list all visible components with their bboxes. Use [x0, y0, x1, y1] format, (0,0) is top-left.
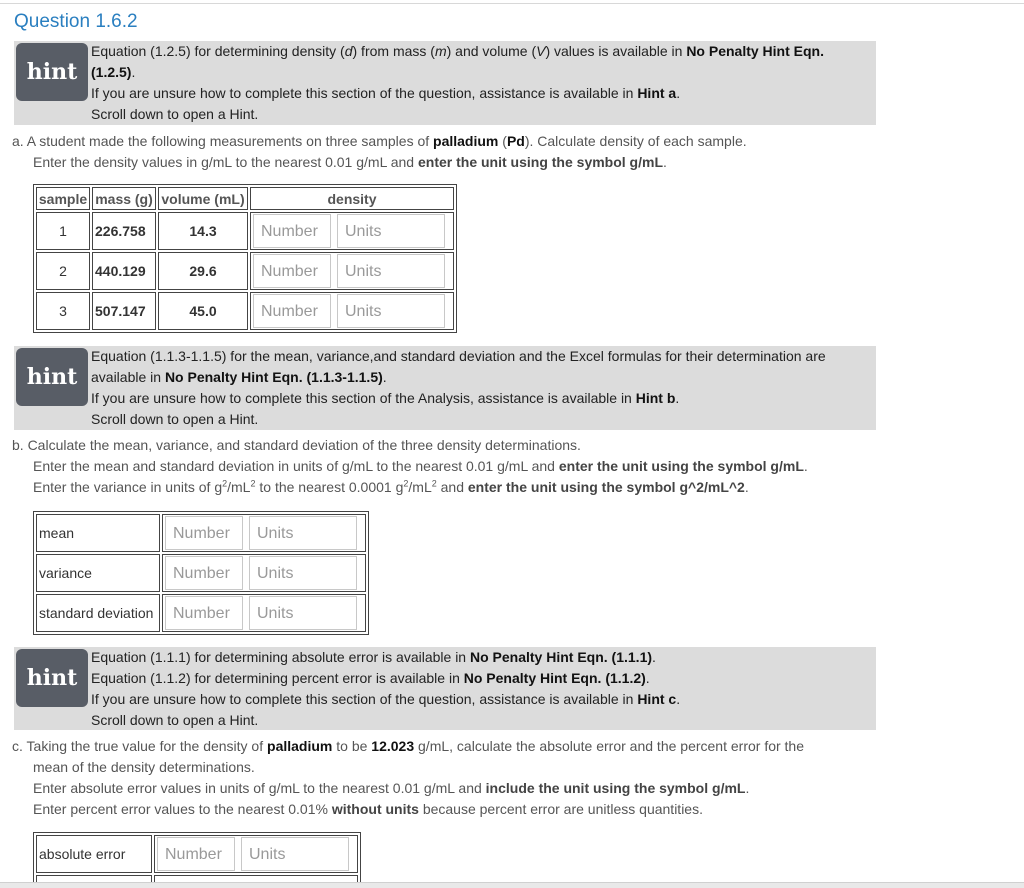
- volume-cell: 14.3: [158, 212, 248, 250]
- density-units-input-1[interactable]: Units: [337, 214, 445, 248]
- absolute-error-label: absolute error: [36, 835, 152, 873]
- sample-cell: 1: [36, 212, 90, 250]
- table-row: [36, 514, 366, 552]
- statistics-table: [33, 511, 369, 635]
- density-cell: [250, 292, 454, 330]
- col-header-volume: volume (mL): [158, 187, 248, 210]
- part-a-text: a. A student made the following measurements on three samples of palladium (Pd). Calculate density of each sample. Enter the density values in g/mL to the nearest 0.01 g/mL and enter the unit using the symbol g/mL.: [12, 133, 747, 170]
- percent-error-label-cell: [36, 875, 152, 882]
- hint-b-eqn-link[interactable]: No Penalty Hint Eqn. (1.1.3-1.1.5): [164, 369, 383, 385]
- absolute-error-input-cell: [154, 835, 358, 873]
- variance-input-cell: [162, 554, 366, 592]
- hint-c-box: [14, 647, 876, 730]
- density-number-input-3[interactable]: Number: [253, 294, 331, 328]
- absolute-error-units-input[interactable]: Units: [241, 837, 349, 871]
- table-row: [36, 554, 366, 592]
- density-number-input-1[interactable]: Number: [253, 214, 331, 248]
- hint-b-box: [14, 346, 876, 430]
- density-units-input-2[interactable]: Units: [337, 254, 445, 288]
- density-number-input-2[interactable]: Number: [253, 254, 331, 288]
- error-table-viewport: [0, 829, 1024, 882]
- density-table: [33, 184, 457, 333]
- hint-b-button[interactable]: hint: [16, 348, 88, 406]
- hint-a-eqn-link[interactable]: No Penalty Hint Eqn.: [686, 43, 824, 59]
- percent-error-input-cell: [154, 875, 358, 882]
- std-dev-number-input[interactable]: Number: [165, 596, 243, 630]
- std-dev-input-cell: [162, 594, 366, 632]
- mass-cell: 507.147: [92, 292, 156, 330]
- table-row: [36, 594, 366, 632]
- hint-b-link[interactable]: Hint b: [635, 390, 676, 406]
- hint-a-link[interactable]: Hint a: [637, 85, 677, 101]
- volume-cell: 45.0: [158, 292, 248, 330]
- sample-cell: 3: [36, 292, 90, 330]
- volume-cell: 29.6: [158, 252, 248, 290]
- col-header-density: density: [250, 187, 454, 210]
- variance-label: variance: [36, 554, 160, 592]
- table-row: [36, 292, 454, 330]
- variance-number-input[interactable]: Number: [165, 556, 243, 590]
- mean-label: mean: [36, 514, 160, 552]
- error-table: [33, 832, 361, 882]
- part-b-text: b. Calculate the mean, variance, and standard deviation of the three density determinations. Enter the mean and standard deviation in units of g/mL to the nearest 0.01 g/mL and enter the unit using the symbol g/mL. Enter the variance in units of $g^2/mL^2$ to the nearest 0.0001 $g^2/mL^2$ and enter the unit using the symbol g^2/mL^2.: [12, 437, 808, 495]
- part-c-text: c. Taking the true value for the density of palladium to be 12.023 g/mL, calculate the absolute error and the percent error for the mean of the density determinations. Enter absolute error values in units of g/mL to the nearest 0.01 g/mL and include the unit using the symbol g/mL. Enter percent error values to the nearest 0.01% without units because percent error are unitless quantities.: [12, 738, 805, 817]
- hint-a-box: [14, 41, 876, 125]
- hint-c-button[interactable]: hint: [16, 649, 88, 707]
- table-row: [36, 875, 358, 882]
- bottom-scroll-edge: [0, 882, 1024, 888]
- sample-cell: 2: [36, 252, 90, 290]
- mass-cell: 440.129: [92, 252, 156, 290]
- mean-input-cell: [162, 514, 366, 552]
- table-row: [36, 835, 358, 873]
- density-cell: [250, 212, 454, 250]
- question-title: Question 1.6.2: [14, 11, 138, 32]
- absolute-error-number-input[interactable]: Number: [157, 837, 235, 871]
- density-cell: [250, 252, 454, 290]
- variance-units-input[interactable]: Units: [249, 556, 357, 590]
- mass-cell: 226.758: [92, 212, 156, 250]
- table-row: [36, 252, 454, 290]
- std-dev-units-input[interactable]: Units: [249, 596, 357, 630]
- mean-units-input[interactable]: Units: [249, 516, 357, 550]
- top-divider: [0, 3, 1024, 4]
- col-header-sample: sample: [36, 187, 90, 210]
- hint-c-link[interactable]: Hint c: [637, 691, 677, 707]
- hint-c-eqn2-link[interactable]: No Penalty Hint Eqn. (1.1.2): [463, 670, 646, 686]
- hint-c-text: Equation (1.1.1) for determining absolute error is available in No Penalty Hint Eqn. (1.1.1). Equation (1.1.2) for determining percent error is available in No Penalty Hint Eqn. (1.1.2). If you are unsure how to complete this section of the question, assistance is available in Hint c. Scroll down to open a Hint.: [91, 649, 681, 728]
- hint-c-eqn1-link[interactable]: No Penalty Hint Eqn. (1.1.1): [469, 649, 653, 665]
- std-dev-label: standard deviation: [36, 594, 160, 632]
- hint-a-button[interactable]: hint: [16, 43, 88, 101]
- hint-a-text: Equation (1.2.5) for determining density (d) from mass (m) and volume (V) values is available in No Penalty Hint Eqn. (1.2.5). If you are unsure how to complete this section of the question, assistance is available in Hint a. Scroll down to open a Hint.: [91, 43, 824, 122]
- density-units-input-3[interactable]: Units: [337, 294, 445, 328]
- mean-number-input[interactable]: Number: [165, 516, 243, 550]
- hint-b-text: Equation (1.1.3-1.1.5) for the mean, variance,and standard deviation and the Excel formulas for their determination are available in No Penalty Hint Eqn. (1.1.3-1.1.5). If you are unsure how to complete this section of the Analysis, assistance is available in Hint b. Scroll down to open a Hint.: [91, 348, 826, 427]
- table-row: [36, 212, 454, 250]
- col-header-mass: mass (g): [92, 187, 156, 210]
